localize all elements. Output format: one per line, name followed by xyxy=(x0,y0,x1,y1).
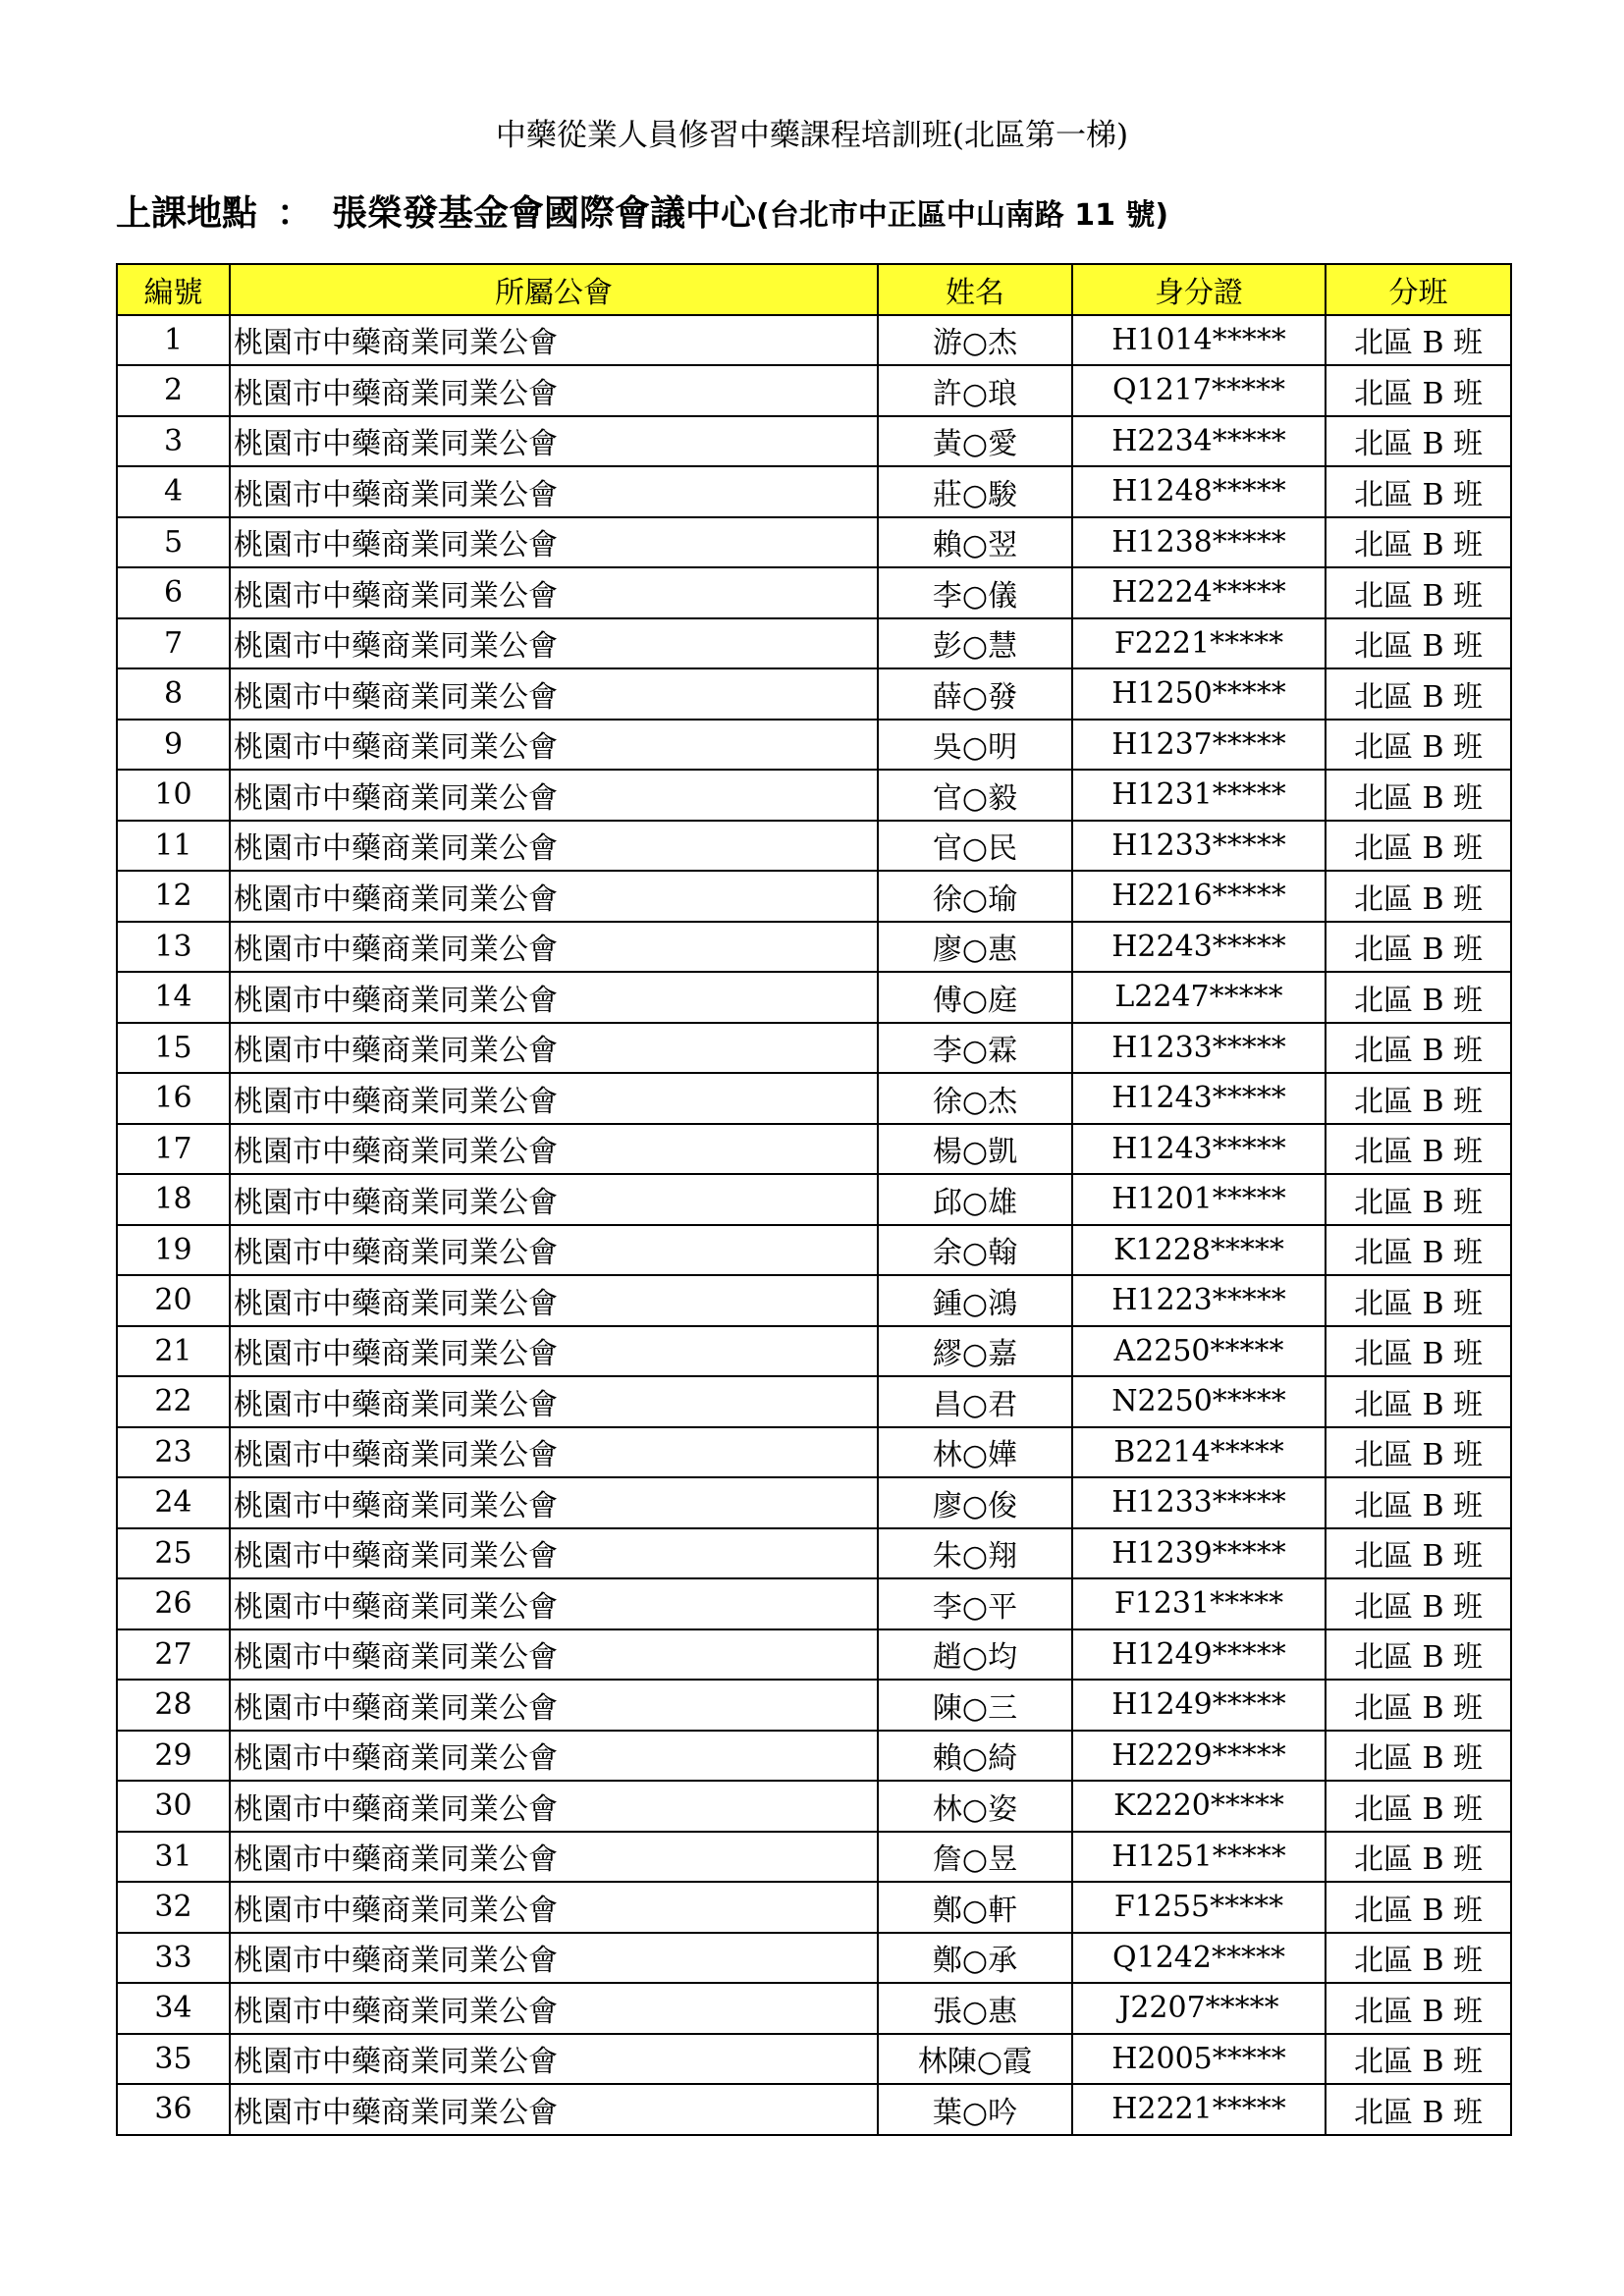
cell-number: 19 xyxy=(117,1225,230,1276)
cell-union: 桃園市中藥商業同業公會 xyxy=(230,2084,878,2135)
cell-class: 北區 B 班 xyxy=(1326,1933,1511,1984)
cell-class: 北區 B 班 xyxy=(1326,1073,1511,1124)
cell-union: 桃園市中藥商業同業公會 xyxy=(230,871,878,922)
header-id: 身分證 xyxy=(1072,264,1326,315)
cell-id: K2220***** xyxy=(1072,1781,1326,1832)
cell-number: 5 xyxy=(117,517,230,568)
cell-name: 官○毅 xyxy=(878,770,1072,821)
table-row xyxy=(117,1427,1511,1478)
cell-number: 10 xyxy=(117,770,230,821)
cell-id: Q1242***** xyxy=(1072,1933,1326,1984)
table-row xyxy=(117,972,1511,1023)
cell-name: 薛○發 xyxy=(878,668,1072,720)
cell-id: Q1217***** xyxy=(1072,365,1326,416)
cell-id: H1201***** xyxy=(1072,1174,1326,1225)
cell-name: 林○嬅 xyxy=(878,1427,1072,1478)
cell-class: 北區 B 班 xyxy=(1326,1528,1511,1579)
cell-id: H1233***** xyxy=(1072,821,1326,872)
cell-class: 北區 B 班 xyxy=(1326,416,1511,467)
header-union: 所屬公會 xyxy=(230,264,878,315)
cell-union: 桃園市中藥商業同業公會 xyxy=(230,1731,878,1782)
cell-id: H1250***** xyxy=(1072,668,1326,720)
table-row xyxy=(117,466,1511,517)
header-number: 編號 xyxy=(117,264,230,315)
table-row xyxy=(117,416,1511,467)
cell-class: 北區 B 班 xyxy=(1326,972,1511,1023)
table-row xyxy=(117,821,1511,872)
cell-name: 詹○昱 xyxy=(878,1832,1072,1883)
cell-class: 北區 B 班 xyxy=(1326,1275,1511,1326)
cell-union: 桃園市中藥商業同業公會 xyxy=(230,972,878,1023)
table-row xyxy=(117,1124,1511,1175)
table-row xyxy=(117,1073,1511,1124)
cell-union: 桃園市中藥商業同業公會 xyxy=(230,1477,878,1528)
cell-number: 1 xyxy=(117,315,230,366)
cell-class: 北區 B 班 xyxy=(1326,1578,1511,1629)
cell-union: 桃園市中藥商業同業公會 xyxy=(230,1225,878,1276)
cell-class: 北區 B 班 xyxy=(1326,466,1511,517)
cell-name: 昌○君 xyxy=(878,1376,1072,1427)
table-row xyxy=(117,1326,1511,1377)
cell-union: 桃園市中藥商業同業公會 xyxy=(230,315,878,366)
cell-number: 35 xyxy=(117,2034,230,2085)
table-row xyxy=(117,770,1511,821)
cell-union: 桃園市中藥商業同業公會 xyxy=(230,770,878,821)
cell-number: 28 xyxy=(117,1680,230,1731)
table-row xyxy=(117,922,1511,973)
table-row xyxy=(117,1731,1511,1782)
cell-union: 桃園市中藥商業同業公會 xyxy=(230,1427,878,1478)
cell-union: 桃園市中藥商業同業公會 xyxy=(230,1832,878,1883)
cell-union: 桃園市中藥商業同業公會 xyxy=(230,365,878,416)
header-name: 姓名 xyxy=(878,264,1072,315)
cell-class: 北區 B 班 xyxy=(1326,1882,1511,1933)
cell-name: 朱○翔 xyxy=(878,1528,1072,1579)
cell-union: 桃園市中藥商業同業公會 xyxy=(230,1629,878,1681)
cell-number: 20 xyxy=(117,1275,230,1326)
header-row xyxy=(117,264,1511,315)
cell-name: 鄭○軒 xyxy=(878,1882,1072,1933)
cell-number: 24 xyxy=(117,1477,230,1528)
cell-name: 許○琅 xyxy=(878,365,1072,416)
cell-number: 11 xyxy=(117,821,230,872)
cell-union: 桃園市中藥商業同業公會 xyxy=(230,1882,878,1933)
table-row xyxy=(117,1629,1511,1681)
cell-union: 桃園市中藥商業同業公會 xyxy=(230,720,878,771)
cell-id: H1249***** xyxy=(1072,1629,1326,1681)
cell-class: 北區 B 班 xyxy=(1326,720,1511,771)
cell-class: 北區 B 班 xyxy=(1326,770,1511,821)
table-row xyxy=(117,1376,1511,1427)
table-row xyxy=(117,1477,1511,1528)
cell-id: F1255***** xyxy=(1072,1882,1326,1933)
table-row xyxy=(117,1882,1511,1933)
cell-number: 32 xyxy=(117,1882,230,1933)
cell-name: 賴○翌 xyxy=(878,517,1072,568)
cell-class: 北區 B 班 xyxy=(1326,922,1511,973)
cell-union: 桃園市中藥商業同業公會 xyxy=(230,466,878,517)
cell-union: 桃園市中藥商業同業公會 xyxy=(230,922,878,973)
cell-id: A2250***** xyxy=(1072,1326,1326,1377)
cell-union: 桃園市中藥商業同業公會 xyxy=(230,1174,878,1225)
cell-class: 北區 B 班 xyxy=(1326,1023,1511,1074)
cell-union: 桃園市中藥商業同業公會 xyxy=(230,567,878,618)
cell-name: 葉○吟 xyxy=(878,2084,1072,2135)
cell-name: 鄭○承 xyxy=(878,1933,1072,1984)
cell-name: 趙○均 xyxy=(878,1629,1072,1681)
cell-union: 桃園市中藥商業同業公會 xyxy=(230,1073,878,1124)
cell-id: H1231***** xyxy=(1072,770,1326,821)
table-row xyxy=(117,1275,1511,1326)
page-title: 中藥從業人員修習中藥課程培訓班(北區第一梯) xyxy=(495,118,1129,153)
cell-number: 9 xyxy=(117,720,230,771)
cell-name: 李○霖 xyxy=(878,1023,1072,1074)
cell-id: H2224***** xyxy=(1072,567,1326,618)
cell-union: 桃園市中藥商業同業公會 xyxy=(230,1933,878,1984)
table-body xyxy=(117,315,1511,2135)
cell-number: 21 xyxy=(117,1326,230,1377)
cell-name: 游○杰 xyxy=(878,315,1072,366)
roster-table xyxy=(116,263,1512,2136)
cell-name: 徐○瑜 xyxy=(878,871,1072,922)
cell-name: 邱○雄 xyxy=(878,1174,1072,1225)
cell-union: 桃園市中藥商業同業公會 xyxy=(230,1578,878,1629)
cell-id: H1243***** xyxy=(1072,1073,1326,1124)
cell-union: 桃園市中藥商業同業公會 xyxy=(230,416,878,467)
cell-class: 北區 B 班 xyxy=(1326,567,1511,618)
cell-id: H2005***** xyxy=(1072,2034,1326,2085)
cell-number: 13 xyxy=(117,922,230,973)
cell-number: 3 xyxy=(117,416,230,467)
cell-name: 徐○杰 xyxy=(878,1073,1072,1124)
cell-name: 張○惠 xyxy=(878,1983,1072,2034)
table-row xyxy=(117,1528,1511,1579)
table-row xyxy=(117,668,1511,720)
table-row xyxy=(117,2034,1511,2085)
cell-class: 北區 B 班 xyxy=(1326,2034,1511,2085)
cell-class: 北區 B 班 xyxy=(1326,1983,1511,2034)
cell-number: 26 xyxy=(117,1578,230,1629)
cell-number: 8 xyxy=(117,668,230,720)
cell-number: 18 xyxy=(117,1174,230,1225)
cell-name: 莊○駿 xyxy=(878,466,1072,517)
cell-id: H2243***** xyxy=(1072,922,1326,973)
cell-name: 繆○嘉 xyxy=(878,1326,1072,1377)
table-row xyxy=(117,1933,1511,1984)
cell-number: 23 xyxy=(117,1427,230,1478)
cell-id: H2221***** xyxy=(1072,2084,1326,2135)
cell-union: 桃園市中藥商業同業公會 xyxy=(230,821,878,872)
table-row xyxy=(117,1174,1511,1225)
table-row xyxy=(117,315,1511,366)
cell-id: H1248***** xyxy=(1072,466,1326,517)
cell-number: 34 xyxy=(117,1983,230,2034)
cell-number: 27 xyxy=(117,1629,230,1681)
cell-union: 桃園市中藥商業同業公會 xyxy=(230,1680,878,1731)
location-separator: ： xyxy=(277,193,313,234)
cell-class: 北區 B 班 xyxy=(1326,1477,1511,1528)
cell-number: 17 xyxy=(117,1124,230,1175)
cell-name: 黃○愛 xyxy=(878,416,1072,467)
cell-id: F2221***** xyxy=(1072,618,1326,669)
cell-id: K1228***** xyxy=(1072,1225,1326,1276)
table-row xyxy=(117,1832,1511,1883)
cell-union: 桃園市中藥商業同業公會 xyxy=(230,1275,878,1326)
cell-number: 31 xyxy=(117,1832,230,1883)
cell-class: 北區 B 班 xyxy=(1326,1124,1511,1175)
cell-class: 北區 B 班 xyxy=(1326,1680,1511,1731)
location-venue: 張榮發基金會國際會議中心 xyxy=(332,193,757,234)
table-row xyxy=(117,1983,1511,2034)
cell-class: 北區 B 班 xyxy=(1326,821,1511,872)
location-label: 上課地點 xyxy=(116,193,258,234)
table-row xyxy=(117,871,1511,922)
table-row xyxy=(117,517,1511,568)
location-address: (台北市中正區中山南路 11 號) xyxy=(756,198,1169,233)
cell-name: 廖○俊 xyxy=(878,1477,1072,1528)
cell-name: 林陳○霞 xyxy=(878,2034,1072,2085)
cell-id: H1014***** xyxy=(1072,315,1326,366)
cell-class: 北區 B 班 xyxy=(1326,1731,1511,1782)
table-header xyxy=(117,264,1511,315)
cell-union: 桃園市中藥商業同業公會 xyxy=(230,1326,878,1377)
location-line xyxy=(116,192,1168,241)
cell-name: 李○儀 xyxy=(878,567,1072,618)
cell-union: 桃園市中藥商業同業公會 xyxy=(230,668,878,720)
cell-class: 北區 B 班 xyxy=(1326,668,1511,720)
cell-class: 北區 B 班 xyxy=(1326,871,1511,922)
cell-class: 北區 B 班 xyxy=(1326,1225,1511,1276)
cell-id: H1223***** xyxy=(1072,1275,1326,1326)
cell-id: H1233***** xyxy=(1072,1023,1326,1074)
cell-number: 29 xyxy=(117,1731,230,1782)
cell-union: 桃園市中藥商業同業公會 xyxy=(230,1983,878,2034)
cell-name: 吳○明 xyxy=(878,720,1072,771)
header-class: 分班 xyxy=(1326,264,1511,315)
cell-class: 北區 B 班 xyxy=(1326,517,1511,568)
cell-class: 北區 B 班 xyxy=(1326,315,1511,366)
cell-id: F1231***** xyxy=(1072,1578,1326,1629)
table-row xyxy=(117,2084,1511,2135)
cell-id: H2234***** xyxy=(1072,416,1326,467)
cell-name: 官○民 xyxy=(878,821,1072,872)
cell-number: 14 xyxy=(117,972,230,1023)
cell-id: H2216***** xyxy=(1072,871,1326,922)
cell-name: 賴○綺 xyxy=(878,1731,1072,1782)
cell-class: 北區 B 班 xyxy=(1326,1174,1511,1225)
cell-union: 桃園市中藥商業同業公會 xyxy=(230,1528,878,1579)
cell-number: 7 xyxy=(117,618,230,669)
cell-union: 桃園市中藥商業同業公會 xyxy=(230,1376,878,1427)
cell-class: 北區 B 班 xyxy=(1326,1832,1511,1883)
cell-number: 4 xyxy=(117,466,230,517)
table-row xyxy=(117,618,1511,669)
cell-name: 陳○三 xyxy=(878,1680,1072,1731)
table-row xyxy=(117,365,1511,416)
cell-class: 北區 B 班 xyxy=(1326,1781,1511,1832)
cell-number: 15 xyxy=(117,1023,230,1074)
cell-name: 傅○庭 xyxy=(878,972,1072,1023)
cell-id: L2247***** xyxy=(1072,972,1326,1023)
cell-name: 彭○慧 xyxy=(878,618,1072,669)
cell-class: 北區 B 班 xyxy=(1326,618,1511,669)
cell-id: H1237***** xyxy=(1072,720,1326,771)
cell-name: 林○姿 xyxy=(878,1781,1072,1832)
cell-id: H1243***** xyxy=(1072,1124,1326,1175)
cell-number: 30 xyxy=(117,1781,230,1832)
cell-number: 12 xyxy=(117,871,230,922)
cell-name: 鍾○鴻 xyxy=(878,1275,1072,1326)
cell-union: 桃園市中藥商業同業公會 xyxy=(230,1023,878,1074)
cell-id: H2229***** xyxy=(1072,1731,1326,1782)
cell-name: 余○翰 xyxy=(878,1225,1072,1276)
cell-class: 北區 B 班 xyxy=(1326,365,1511,416)
table-row xyxy=(117,567,1511,618)
cell-number: 2 xyxy=(117,365,230,416)
cell-id: H1233***** xyxy=(1072,1477,1326,1528)
cell-union: 桃園市中藥商業同業公會 xyxy=(230,517,878,568)
cell-union: 桃園市中藥商業同業公會 xyxy=(230,1124,878,1175)
cell-id: H1249***** xyxy=(1072,1680,1326,1731)
cell-class: 北區 B 班 xyxy=(1326,1427,1511,1478)
cell-number: 16 xyxy=(117,1073,230,1124)
table-row xyxy=(117,1225,1511,1276)
table-row xyxy=(117,1680,1511,1731)
cell-name: 李○平 xyxy=(878,1578,1072,1629)
table-row xyxy=(117,720,1511,771)
cell-id: N2250***** xyxy=(1072,1376,1326,1427)
cell-id: J2207***** xyxy=(1072,1983,1326,2034)
cell-number: 22 xyxy=(117,1376,230,1427)
cell-id: H1239***** xyxy=(1072,1528,1326,1579)
cell-union: 桃園市中藥商業同業公會 xyxy=(230,618,878,669)
cell-id: H1238***** xyxy=(1072,517,1326,568)
cell-union: 桃園市中藥商業同業公會 xyxy=(230,2034,878,2085)
cell-number: 25 xyxy=(117,1528,230,1579)
cell-number: 36 xyxy=(117,2084,230,2135)
cell-number: 33 xyxy=(117,1933,230,1984)
cell-name: 楊○凱 xyxy=(878,1124,1072,1175)
table-row xyxy=(117,1578,1511,1629)
cell-class: 北區 B 班 xyxy=(1326,2084,1511,2135)
cell-name: 廖○惠 xyxy=(878,922,1072,973)
table-row xyxy=(117,1781,1511,1832)
cell-id: B2214***** xyxy=(1072,1427,1326,1478)
cell-id: H1251***** xyxy=(1072,1832,1326,1883)
cell-class: 北區 B 班 xyxy=(1326,1376,1511,1427)
cell-number: 6 xyxy=(117,567,230,618)
cell-union: 桃園市中藥商業同業公會 xyxy=(230,1781,878,1832)
table-row xyxy=(117,1023,1511,1074)
cell-class: 北區 B 班 xyxy=(1326,1629,1511,1681)
cell-class: 北區 B 班 xyxy=(1326,1326,1511,1377)
